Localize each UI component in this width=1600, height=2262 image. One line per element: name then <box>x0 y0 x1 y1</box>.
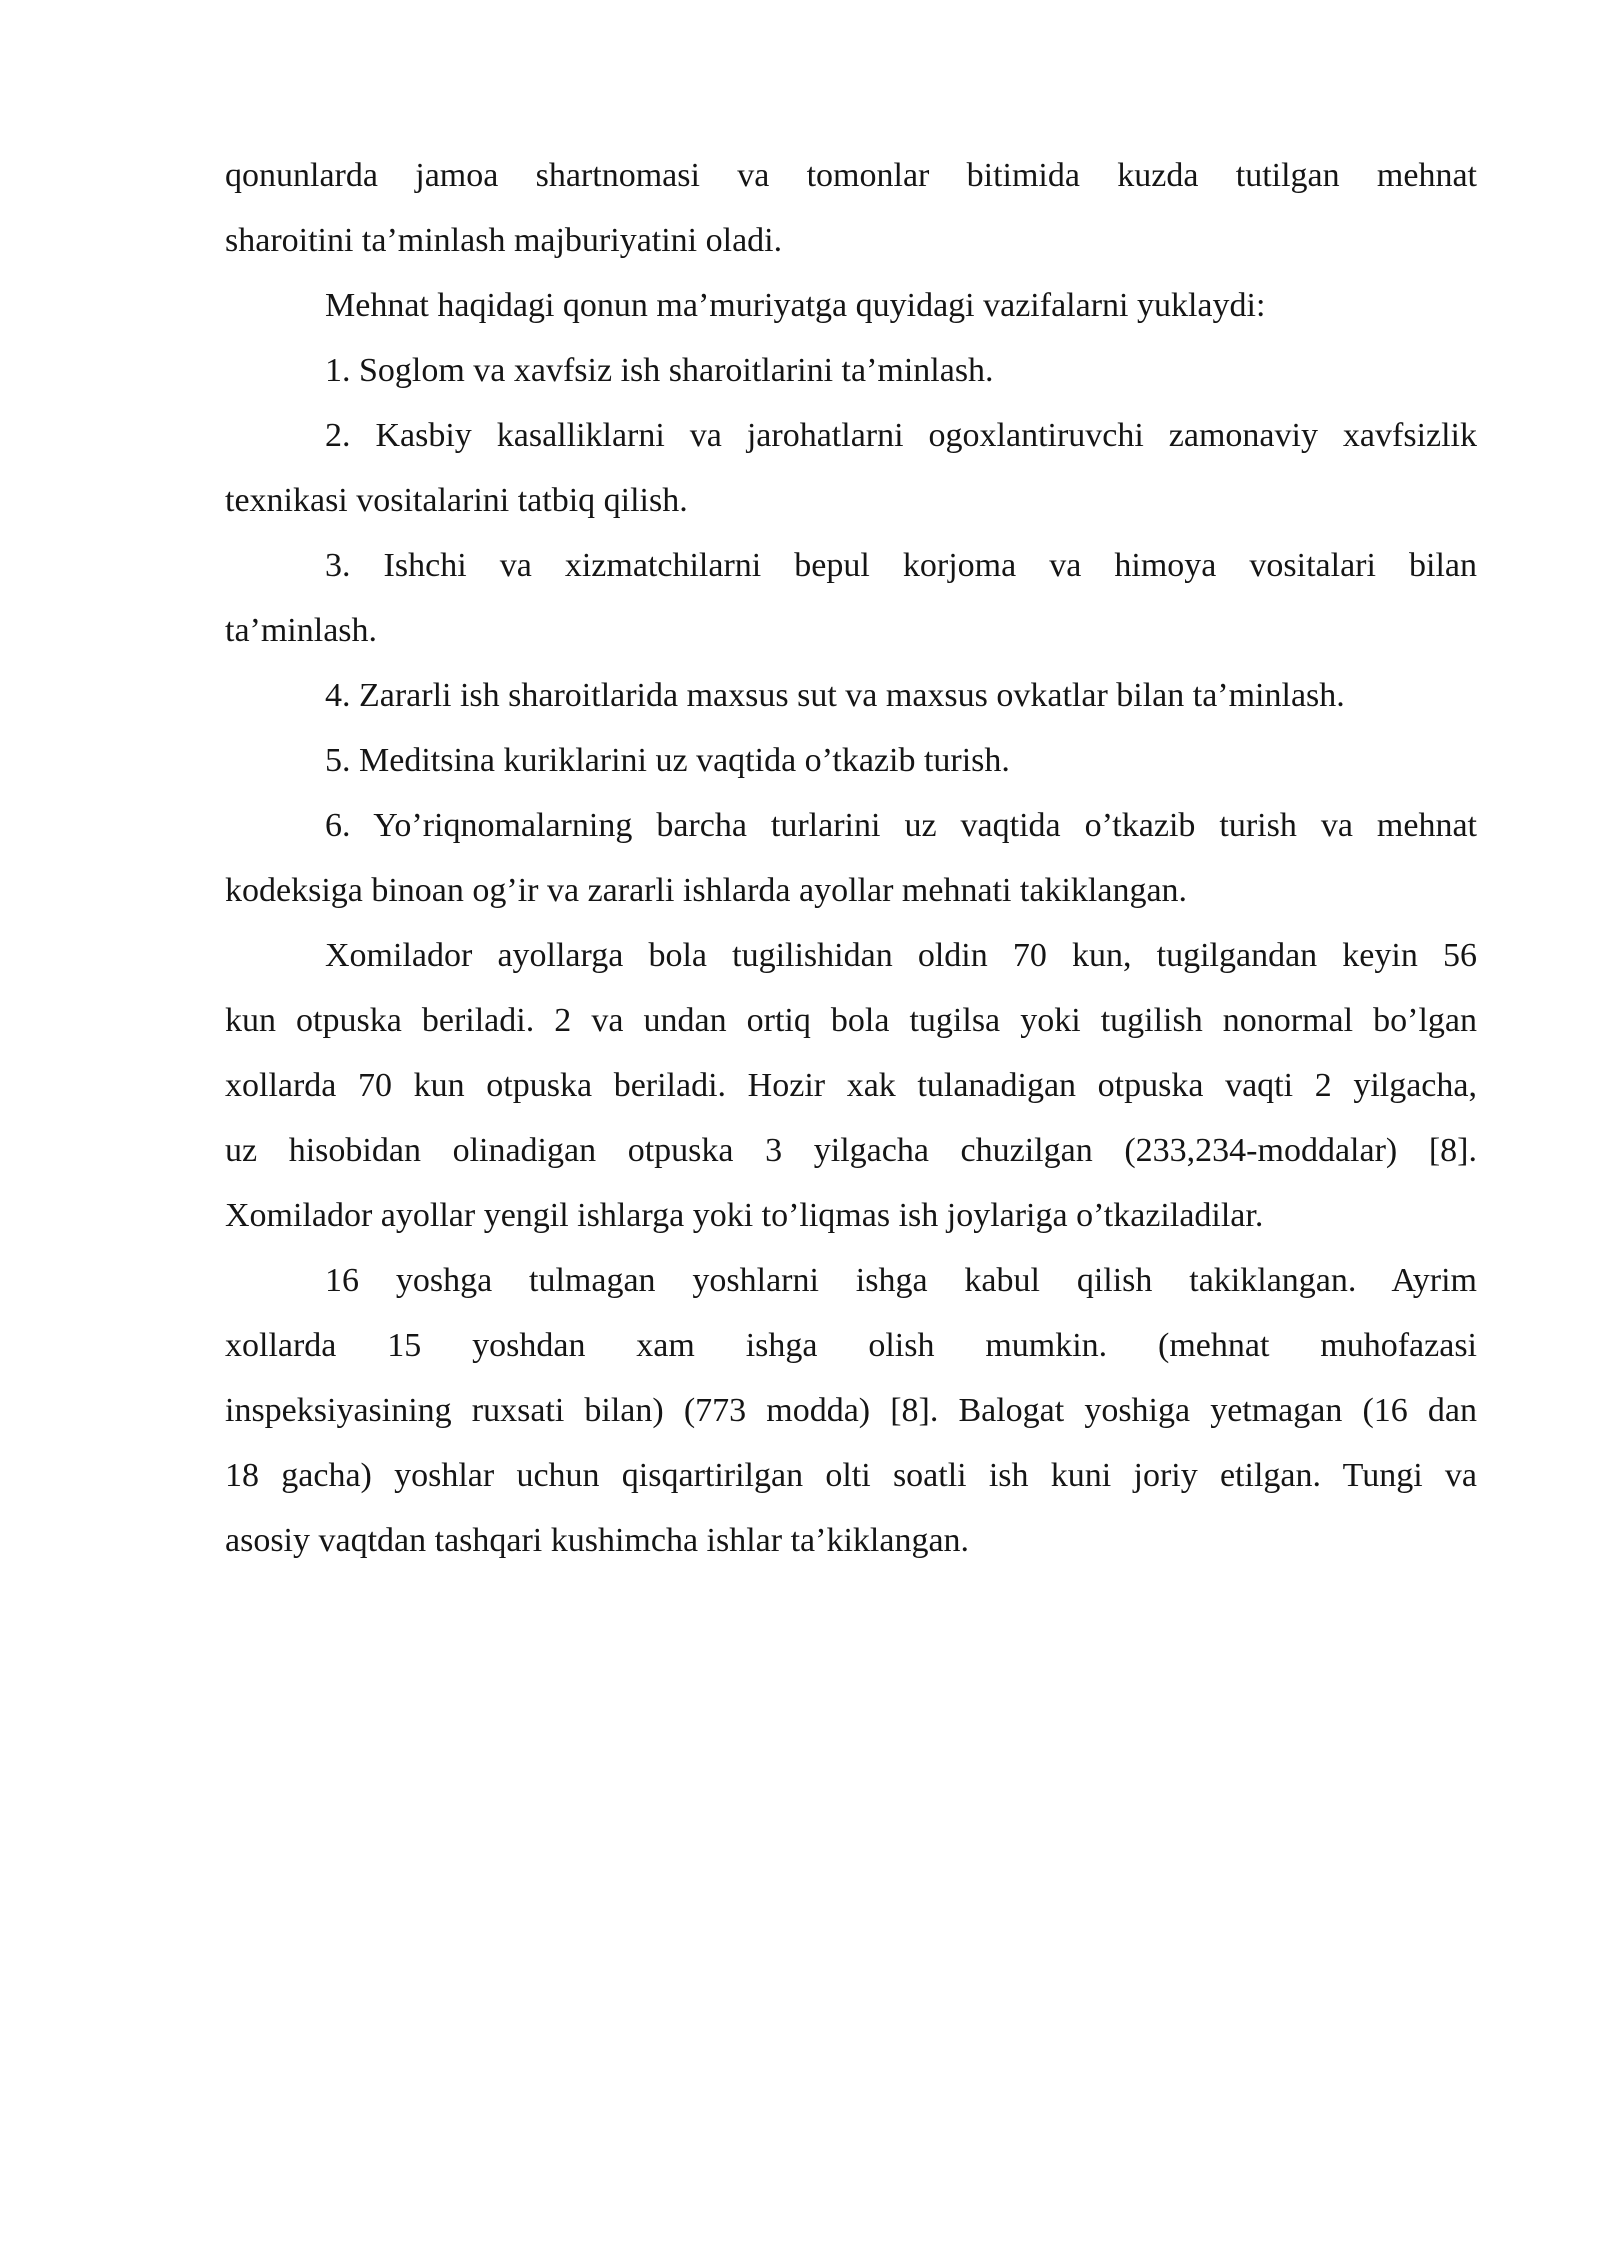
paragraph <box>225 338 1477 403</box>
text-line: 3. Ishchi va xizmatchilarni bepul korjoma va himoya vositalari bilan <box>325 547 1477 584</box>
text-line: 18 gacha) yoshlar uchun qisqartirilgan olti soatli ish kuni joriy etilgan. Tungi va <box>225 1457 1477 1494</box>
text-line: 6. Yo’riqnomalarning barcha turlarini uz vaqtida o’tkazib turish va mehnat <box>325 807 1477 844</box>
text-line: xollarda 15 yoshdan xam ishga olish mumkin. (mehnat muhofazasi <box>225 1327 1477 1364</box>
paragraph <box>225 1248 1477 1573</box>
text-line: 5. Meditsina kuriklarini uz vaqtida o’tkazib turish. <box>325 742 1010 779</box>
text-line: sharoitini ta’minlash majburiyatini oladi. <box>225 222 783 259</box>
paragraph <box>225 923 1477 1248</box>
text-line: kun otpuska beriladi. 2 va undan ortiq bola tugilsa yoki tugilish nonormal bo’lgan <box>225 1002 1477 1039</box>
text-line: asosiy vaqtdan tashqari kushimcha ishlar ta’kiklangan. <box>225 1522 970 1559</box>
text-line: kodeksiga binoan og’ir va zararli ishlarda ayollar mehnati takiklangan. <box>225 872 1188 909</box>
paragraph <box>225 403 1477 533</box>
text-line: ta’minlash. <box>225 612 378 649</box>
text-line: Xomilador ayollar yengil ishlarga yoki to’liqmas ish joylariga o’tkaziladilar. <box>225 1197 1264 1234</box>
text-line: 2. Kasbiy kasalliklarni va jarohatlarni ogoxlantiruvchi zamonaviy xavfsizlik <box>325 417 1477 454</box>
text-line: 4. Zararli ish sharoitlarida maxsus sut va maxsus ovkatlar bilan ta’minlash. <box>325 677 1345 714</box>
text-line: uz hisobidan olinadigan otpuska 3 yilgacha chuzilgan (233,234-moddalar) [8]. <box>225 1132 1477 1169</box>
text-line: qonunlarda jamoa shartnomasi va tomonlar bitimida kuzda tutilgan mehnat <box>225 157 1477 194</box>
text-line: inspeksiyasining ruxsati bilan) (773 modda) [8]. Balogat yoshiga yetmagan (16 dan <box>225 1392 1477 1429</box>
paragraph <box>225 728 1477 793</box>
document-body-text <box>225 143 1477 1573</box>
text-line: 16 yoshga tulmagan yoshlarni ishga kabul qilish takiklangan. Ayrim <box>325 1262 1477 1299</box>
text-line: xollarda 70 kun otpuska beriladi. Hozir xak tulanadigan otpuska vaqti 2 yilgacha, <box>225 1067 1477 1104</box>
paragraph <box>225 143 1477 273</box>
text-line: Xomilador ayollarga bola tugilishidan oldin 70 kun, tugilgandan keyin 56 <box>325 937 1477 974</box>
paragraph <box>225 663 1477 728</box>
paragraph <box>225 533 1477 663</box>
text-line: texnikasi vositalarini tatbiq qilish. <box>225 482 688 519</box>
paragraph <box>225 273 1477 338</box>
paragraph <box>225 793 1477 923</box>
text-line: Mehnat haqidagi qonun ma’muriyatga quyidagi vazifalarni yuklaydi: <box>325 287 1266 324</box>
text-line: 1. Soglom va xavfsiz ish sharoitlarini ta’minlash. <box>325 352 994 389</box>
